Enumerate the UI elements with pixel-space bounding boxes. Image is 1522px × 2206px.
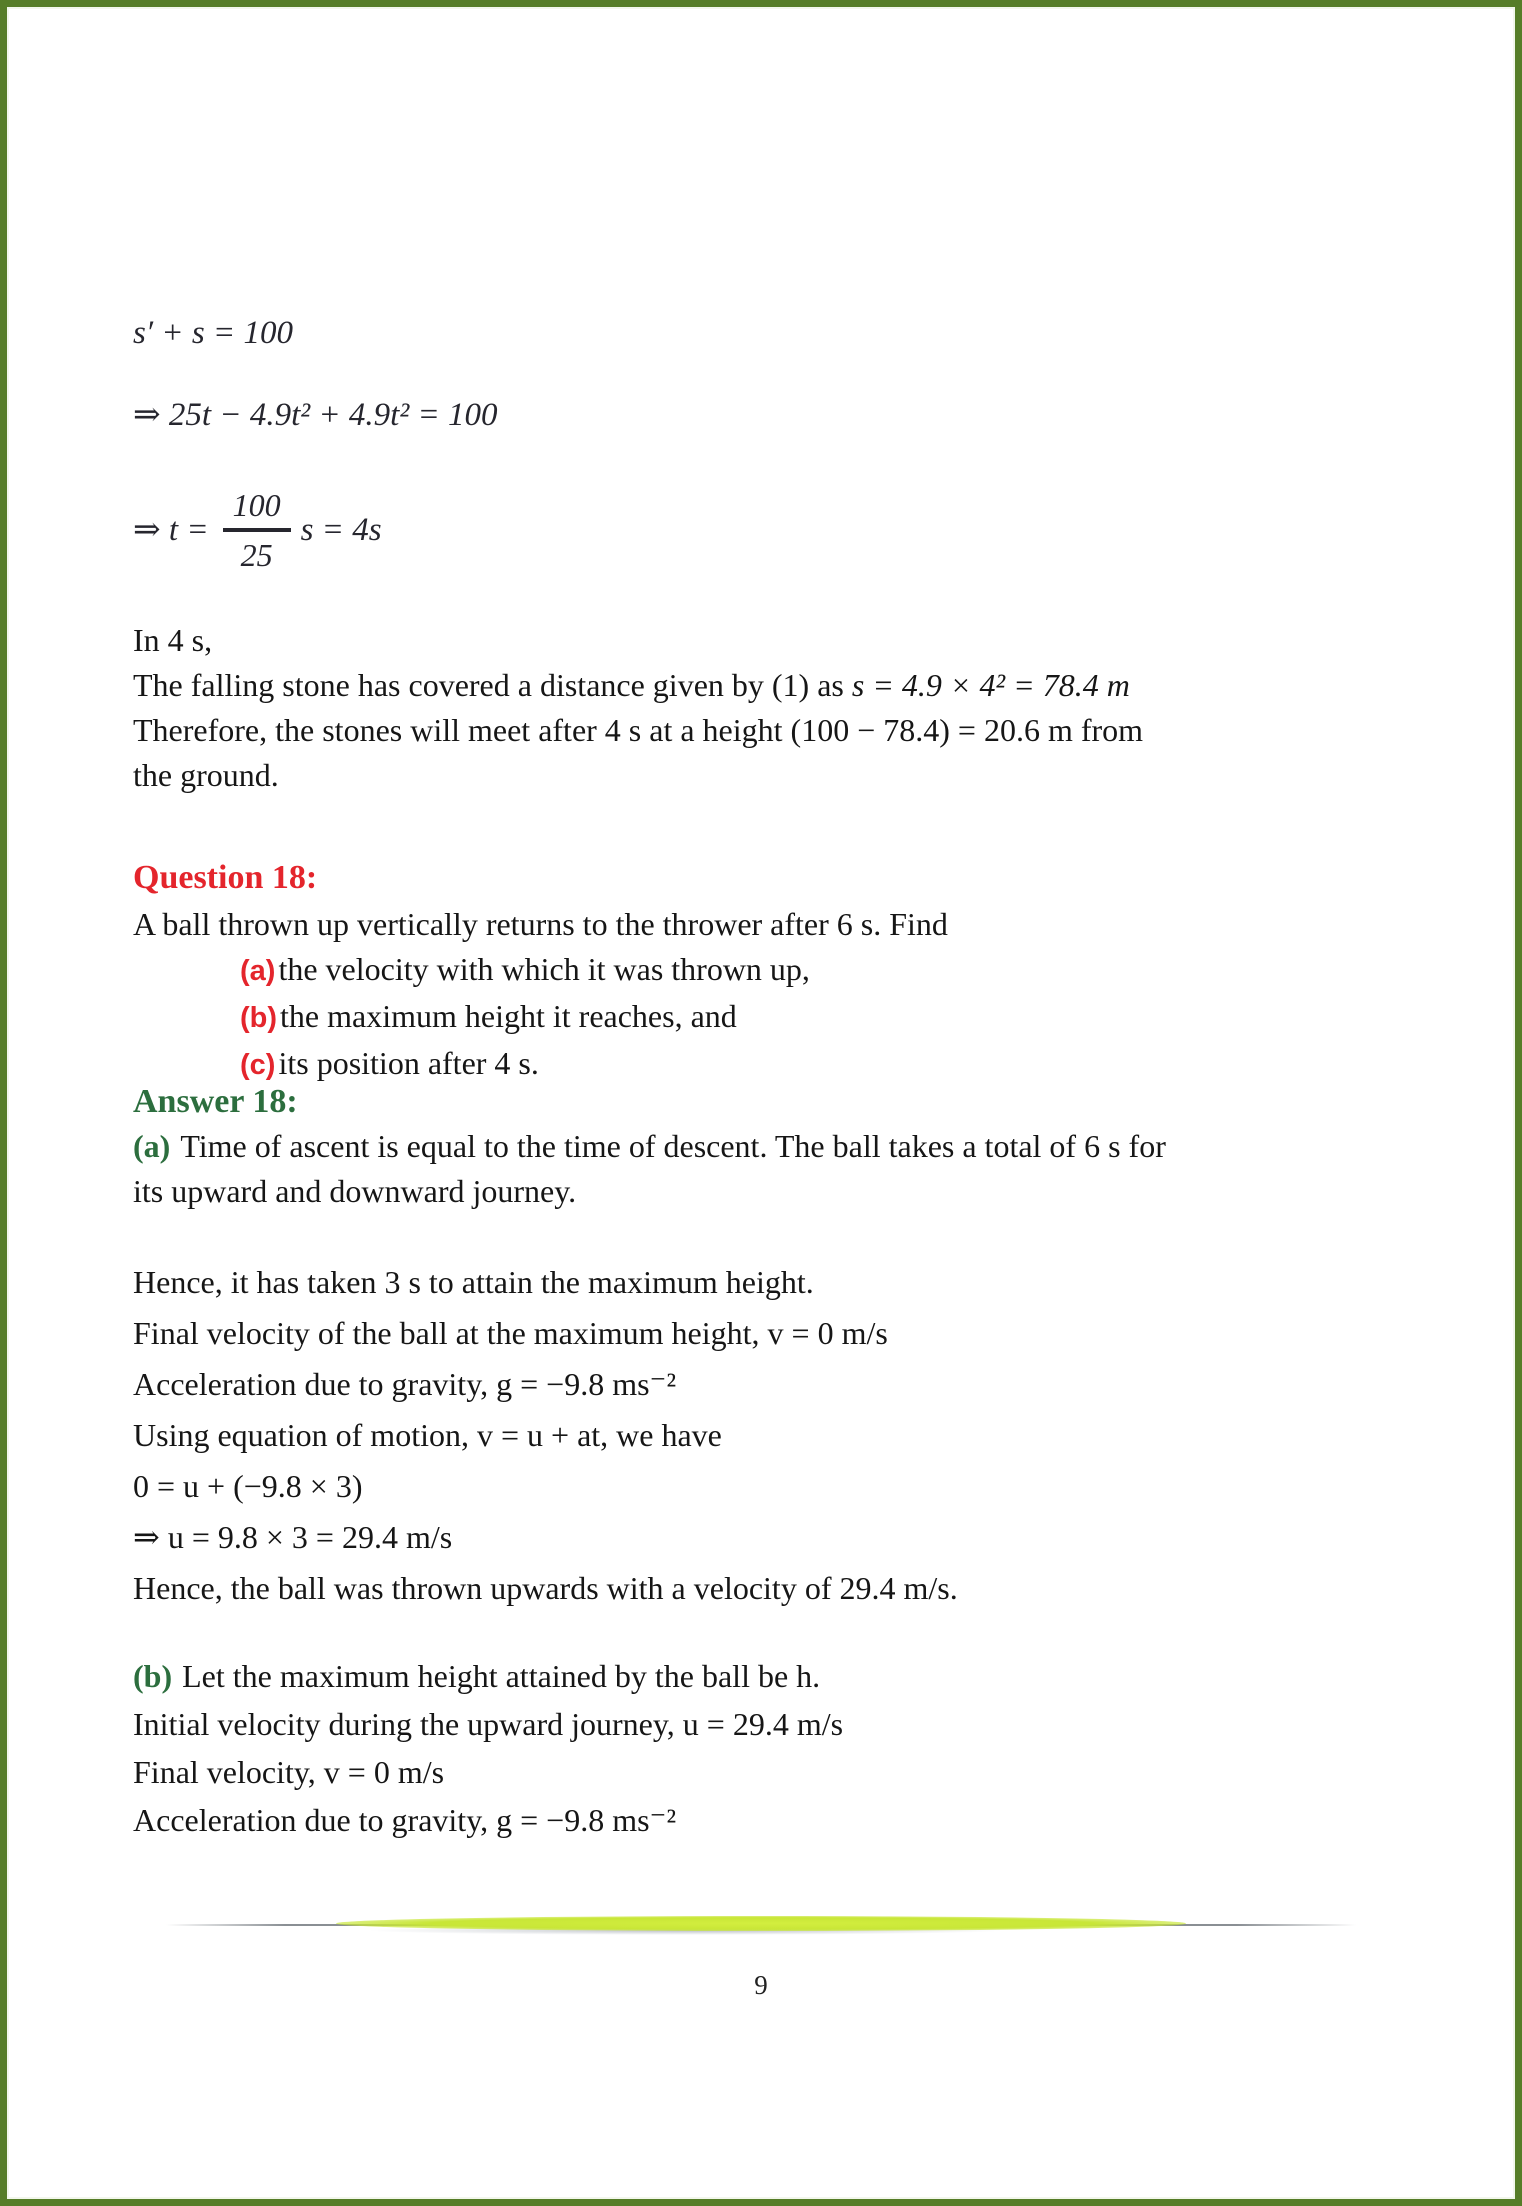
divider-lens (336, 1916, 1186, 1931)
text-segment: The falling stone has covered a distance given by (1) as (133, 667, 852, 703)
text-line: Acceleration due to gravity, g = −9.8 ms⁻² (133, 1366, 677, 1402)
part-a-marker: (a) (133, 1128, 171, 1164)
text-line: Final velocity, v = 0 m/s (133, 1754, 445, 1790)
item-text: its position after 4 s. (278, 1045, 539, 1081)
answer-part-a-intro (133, 1124, 1475, 1214)
paragraph-stones-meet (133, 618, 1475, 798)
item-marker-a: (a) (240, 955, 276, 987)
text-line: Hence, the ball was thrown upwards with a velocity of 29.4 m/s. (133, 1570, 958, 1606)
text-line: Acceleration due to gravity, g = −9.8 ms⁻² (133, 1802, 677, 1838)
part-b-marker: (b) (133, 1658, 173, 1694)
equation-sum: s′ + s = 100 (133, 315, 293, 351)
decorative-divider (166, 1912, 1356, 1938)
text-line: ⇒ u = 9.8 × 3 = 29.4 m/s (133, 1519, 453, 1555)
math-segment: s = 4.9 × 4² = 78.4 m (851, 667, 1130, 703)
text-line: its upward and downward journey. (133, 1173, 577, 1209)
text-segment: Time of ascent is equal to the time of descent. The ball takes a total of 6 s for (180, 1128, 1166, 1164)
question-item-a (240, 947, 1475, 994)
answer-part-a-working (133, 1257, 1475, 1614)
item-text: the maximum height it reaches, and (280, 998, 737, 1034)
question-intro: A ball thrown up vertically returns to the thrower after 6 s. Find (133, 906, 948, 942)
question-heading: Question 18: (133, 859, 318, 896)
page-number: 9 (754, 1970, 768, 2000)
text-line: In 4 s, (133, 622, 213, 658)
equation-fraction-lhs: ⇒ t = (133, 512, 209, 548)
equation-fraction (133, 478, 1475, 582)
item-text: the velocity with which it was thrown up, (278, 951, 810, 987)
document-content (7, 7, 1515, 1844)
question-item-b (240, 994, 1475, 1041)
answer-part-b (133, 1652, 1475, 1844)
text-line: the ground. (133, 757, 279, 793)
text-line: 0 = u + (−9.8 × 3) (133, 1468, 363, 1504)
text-line: Final velocity of the ball at the maximum height, v = 0 m/s (133, 1315, 888, 1351)
equation-expanded: ⇒ 25t − 4.9t² + 4.9t² = 100 (133, 397, 498, 433)
question-list (133, 947, 1475, 1088)
text-line: Initial velocity during the upward journey, u = 29.4 m/s (133, 1706, 844, 1742)
item-marker-c: (c) (240, 1049, 276, 1081)
page-footer (7, 1912, 1515, 2001)
text-line (133, 1652, 1475, 1700)
fraction-denominator: 25 (240, 537, 273, 573)
text-segment: Let the maximum height attained by the ball be h. (182, 1658, 821, 1694)
item-marker-b: (b) (240, 1002, 278, 1034)
fraction-numerator: 100 (223, 484, 291, 532)
text-line (133, 663, 1475, 708)
text-line: Hence, it has taken 3 s to attain the maximum height. (133, 1264, 814, 1300)
answer-heading: Answer 18: (133, 1083, 298, 1120)
text-line: Therefore, the stones will meet after 4 s at a height (100 − 78.4) = 20.6 m from (133, 712, 1144, 748)
text-line (133, 1124, 1475, 1169)
fraction (223, 484, 291, 576)
equation-fraction-rhs: s = 4s (300, 512, 382, 548)
text-line: Using equation of motion, v = u + at, we have (133, 1417, 722, 1453)
